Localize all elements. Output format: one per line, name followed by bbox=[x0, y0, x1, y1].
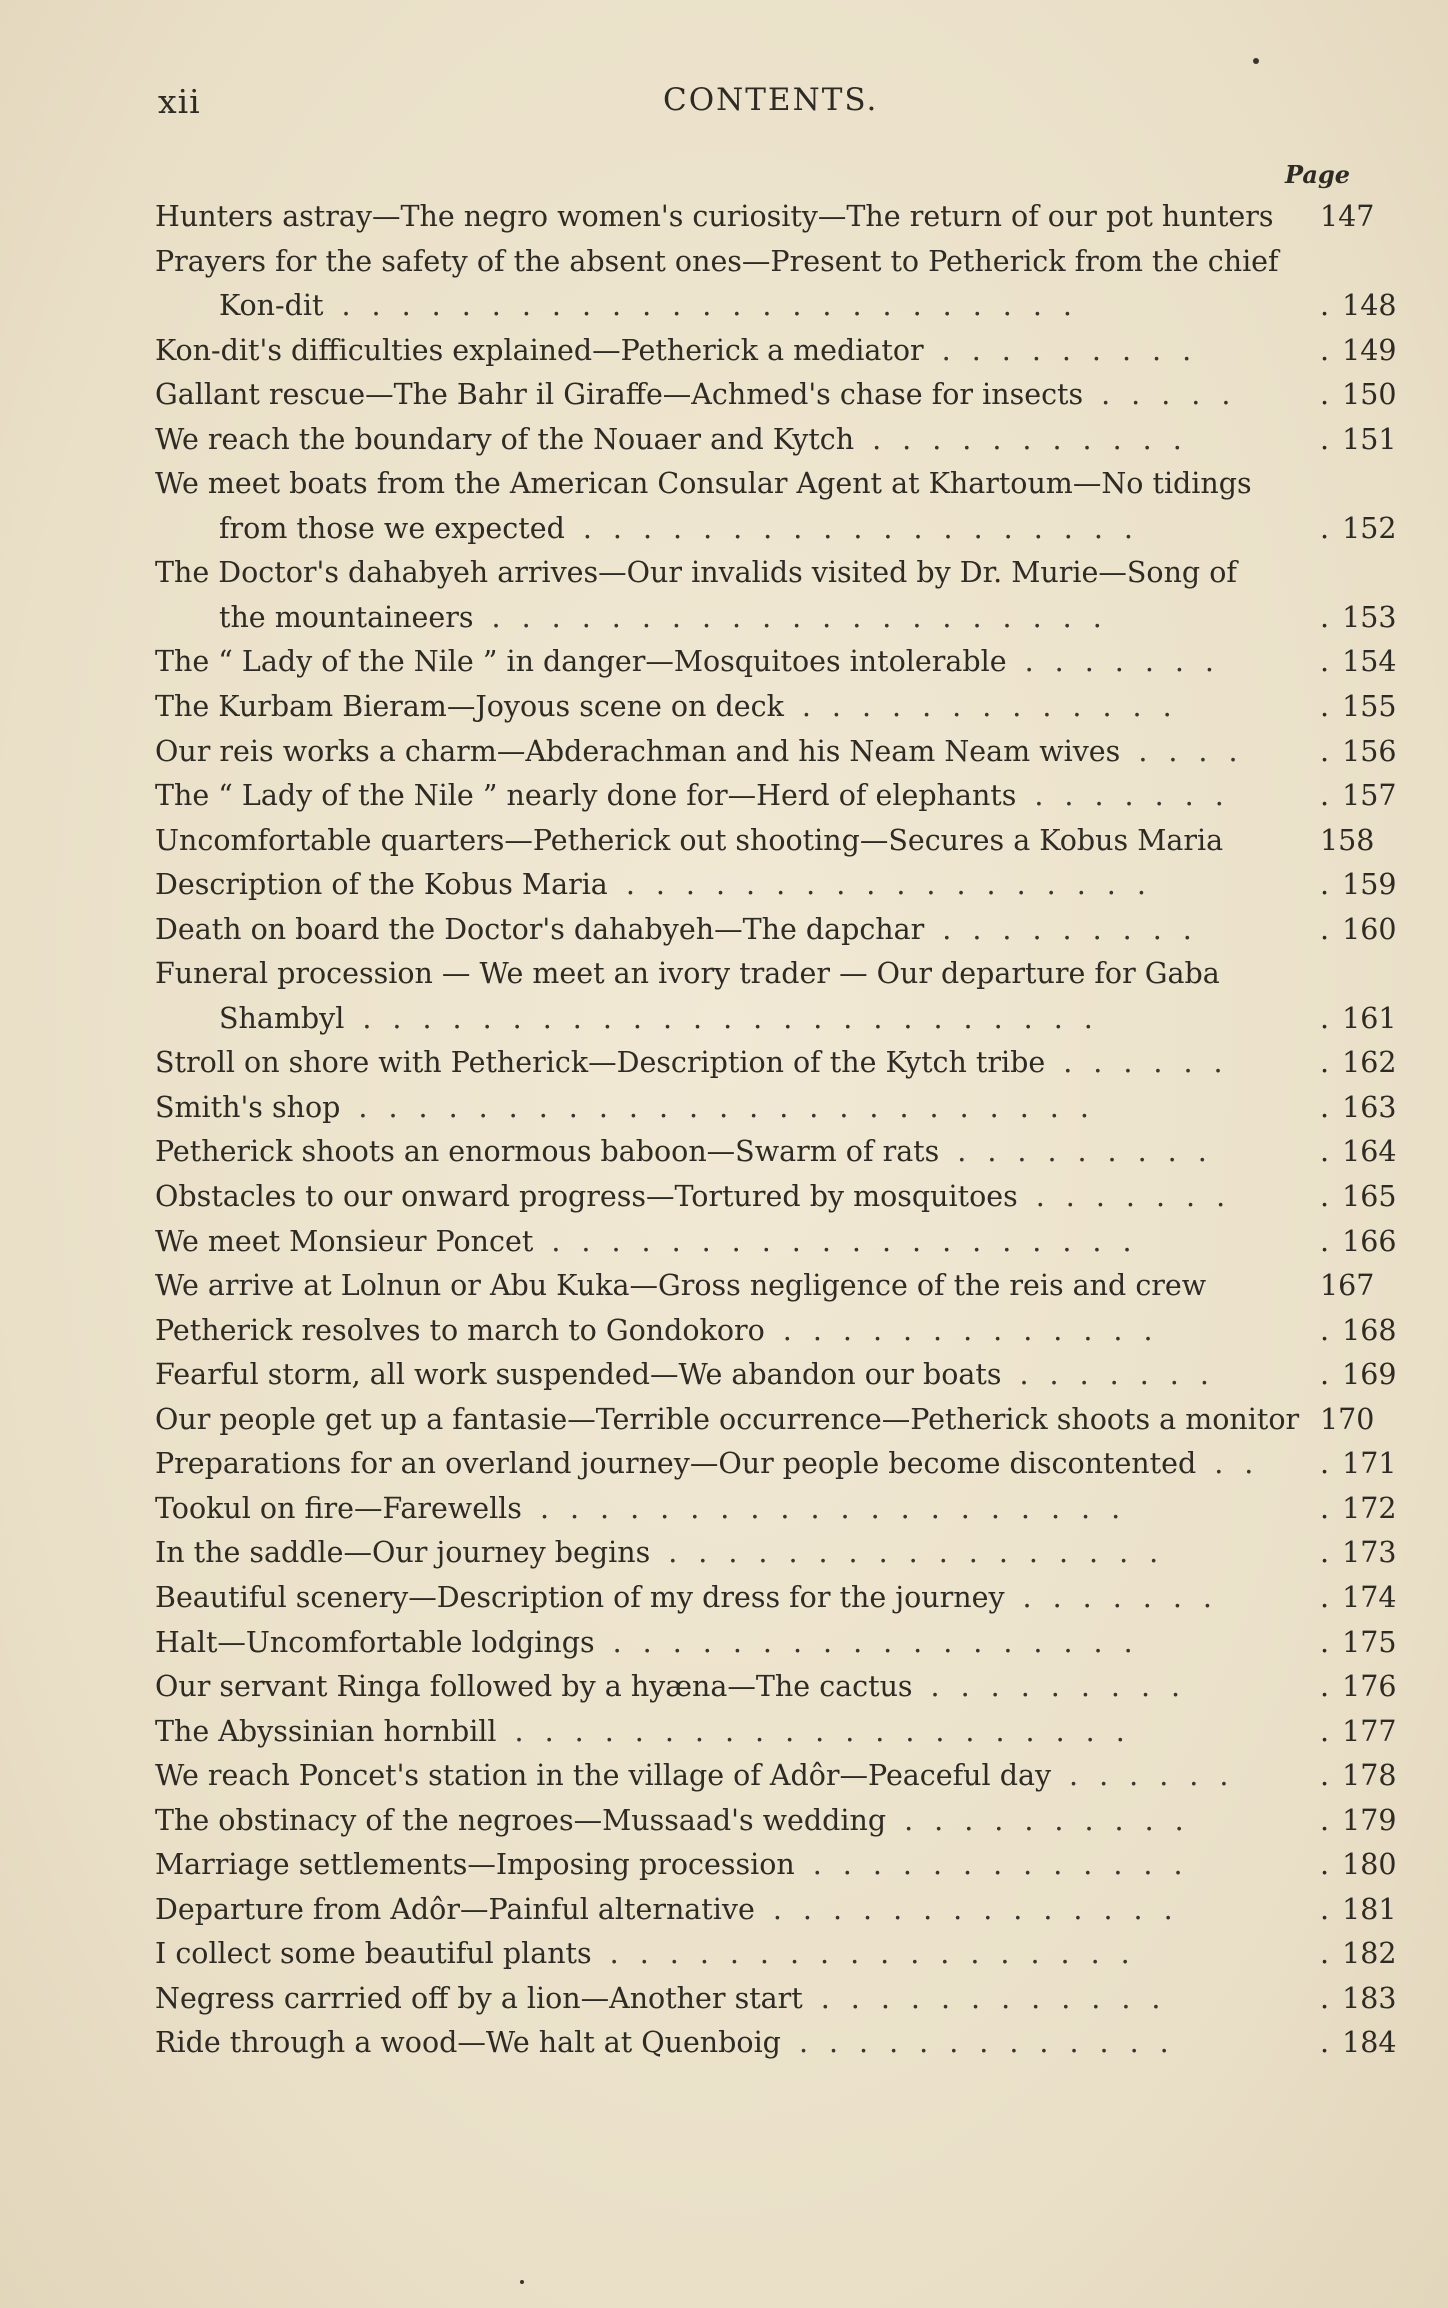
toc-entry-line bbox=[155, 1843, 1397, 1888]
toc-entry bbox=[155, 1531, 1397, 1576]
toc-entry-line bbox=[155, 1309, 1397, 1354]
leader-dots: ......................... bbox=[358, 1090, 1110, 1124]
page-folio: xii bbox=[158, 82, 201, 121]
toc-page-number: . 180 bbox=[1320, 1843, 1380, 1888]
toc-entry-line bbox=[155, 908, 1397, 953]
leader-dots: ......... bbox=[942, 912, 1213, 946]
toc-page-number: . 162 bbox=[1320, 1041, 1380, 1086]
toc-entry-text: Smith's shop bbox=[155, 1090, 341, 1124]
toc-entry bbox=[155, 1086, 1397, 1131]
toc-page-number: 158 bbox=[1320, 823, 1375, 857]
ink-fleck bbox=[520, 2280, 524, 2284]
toc-entry-line bbox=[155, 1086, 1397, 1131]
running-title: CONTENTS. bbox=[663, 82, 879, 118]
toc-entry-line bbox=[155, 1576, 1397, 1621]
toc-entry-text: from those we expected bbox=[219, 511, 565, 545]
toc-entry bbox=[155, 551, 1397, 640]
toc-entry bbox=[155, 373, 1397, 418]
toc-entry-text: Death on board the Doctor's dahabyeh—The dapchar bbox=[155, 912, 925, 946]
leader-dots: ........... bbox=[872, 422, 1203, 456]
toc-entry bbox=[155, 1041, 1397, 1086]
toc-entry bbox=[155, 1264, 1380, 1309]
toc-page-number: . 148 bbox=[1320, 284, 1380, 329]
leader-dots: ...... bbox=[1063, 1046, 1244, 1080]
toc-entry-line bbox=[155, 1531, 1397, 1576]
toc-entry bbox=[155, 329, 1397, 374]
toc-entry bbox=[155, 1799, 1397, 1844]
toc-entry-text: Shambyl bbox=[219, 1001, 345, 1035]
toc-entry-text: Prayers for the safety of the absent ones—Present to Petherick from the chief bbox=[155, 244, 1279, 278]
toc-entry-text: We meet Monsieur Poncet bbox=[155, 1224, 534, 1258]
leader-dots: ......... bbox=[930, 1670, 1202, 1704]
toc-entry-line bbox=[155, 1799, 1397, 1844]
toc-entry bbox=[155, 1130, 1397, 1175]
toc-entry-text: Preparations for an overland journey—Our people become discontented bbox=[155, 1447, 1197, 1481]
toc-entry-line bbox=[155, 1264, 1380, 1309]
toc-entry bbox=[155, 1175, 1397, 1220]
toc-entry-line bbox=[155, 240, 1380, 285]
leader-dots: .................... bbox=[539, 1491, 1142, 1525]
toc-entry bbox=[155, 195, 1380, 240]
toc-entry-line bbox=[155, 640, 1397, 685]
toc-page-number: . 151 bbox=[1320, 418, 1380, 463]
toc-entry-text: Tookul on fire—Farewells bbox=[155, 1491, 522, 1525]
leader-dots: ................. bbox=[668, 1536, 1180, 1570]
toc-entry-line bbox=[155, 1220, 1397, 1265]
toc-entry-text: The “ Lady of the Nile ” in danger—Mosquitoes intolerable bbox=[155, 645, 1007, 679]
toc-entry bbox=[155, 863, 1397, 908]
leader-dots: ............. bbox=[801, 690, 1193, 724]
toc-page-number: . 174 bbox=[1320, 1576, 1380, 1621]
toc-page-number: . 154 bbox=[1320, 640, 1380, 685]
toc-entry-text: In the saddle—Our journey begins bbox=[155, 1536, 651, 1570]
leader-dots: ....... bbox=[1034, 779, 1245, 813]
leader-dots: .......... bbox=[904, 1803, 1205, 1837]
toc-entry-text: The Kurbam Bieram—Joyous scene on deck bbox=[155, 690, 784, 724]
toc-entry-line bbox=[155, 1710, 1397, 1755]
toc-page-number: . 165 bbox=[1320, 1175, 1380, 1220]
leader-dots: .............. bbox=[772, 1892, 1194, 1926]
toc-page-number: . 159 bbox=[1320, 863, 1380, 908]
toc-entry-line bbox=[155, 284, 1397, 329]
toc-entry-text: Marriage settlements—Imposing procession bbox=[155, 1848, 795, 1882]
toc-page-number: . 172 bbox=[1320, 1487, 1380, 1532]
toc-entry-text: Halt—Uncomfortable lodgings bbox=[155, 1625, 595, 1659]
toc-entry-line bbox=[155, 952, 1380, 997]
toc-entry-line bbox=[155, 685, 1397, 730]
leader-dots: ......... bbox=[941, 333, 1213, 367]
toc-entry-line bbox=[155, 997, 1397, 1042]
toc-page-number: 167 bbox=[1320, 1269, 1375, 1303]
toc-page-number: . 175 bbox=[1320, 1621, 1380, 1666]
toc-entry bbox=[155, 1442, 1397, 1487]
toc-page-number: . 157 bbox=[1320, 774, 1380, 819]
toc-page-number: . 150 bbox=[1320, 373, 1380, 418]
toc-entry-text: We reach Poncet's station in the village of Adôr—Peaceful day bbox=[155, 1759, 1052, 1793]
toc-entry-line bbox=[155, 730, 1397, 775]
table-of-contents bbox=[155, 195, 1397, 2066]
toc-entry-text: Departure from Adôr—Painful alternative bbox=[155, 1892, 755, 1926]
toc-page-number: . 179 bbox=[1320, 1799, 1380, 1844]
toc-entry-line bbox=[155, 819, 1380, 864]
toc-entry-text: The “ Lady of the Nile ” nearly done for—Herd of elephants bbox=[155, 779, 1017, 813]
toc-entry-line bbox=[155, 863, 1397, 908]
toc-entry-text: I collect some beautiful plants bbox=[155, 1937, 592, 1971]
leader-dots: ....... bbox=[1024, 645, 1235, 679]
toc-entry-line bbox=[155, 551, 1380, 596]
toc-entry-line bbox=[155, 1932, 1397, 1977]
toc-entry-text: Hunters astray—The negro women's curiosity—The return of our pot hunters bbox=[155, 200, 1274, 233]
toc-entry-text: We reach the boundary of the Nouaer and Kytch bbox=[155, 422, 855, 456]
toc-entry-text: Obstacles to our onward progress—Tortured by mosquitoes bbox=[155, 1180, 1018, 1214]
toc-entry-text: Kon-dit bbox=[219, 289, 324, 323]
toc-page-number: . 153 bbox=[1320, 596, 1380, 641]
toc-entry-line bbox=[155, 1754, 1397, 1799]
toc-page-number: . 168 bbox=[1320, 1309, 1380, 1354]
toc-entry-line bbox=[155, 1353, 1397, 1398]
toc-page-number: 170 bbox=[1320, 1402, 1375, 1436]
toc-page-number: 147 bbox=[1320, 200, 1375, 233]
toc-page-number: . 156 bbox=[1320, 730, 1380, 775]
toc-entry bbox=[155, 1710, 1397, 1755]
toc-entry-text: Our people get up a fantasie—Terrible occurrence—Petherick shoots a monitor bbox=[155, 1402, 1300, 1436]
toc-entry bbox=[155, 1309, 1397, 1354]
toc-entry-text: Beautiful scenery—Description of my dress for the journey bbox=[155, 1580, 1005, 1614]
toc-entry-line bbox=[155, 2021, 1397, 2066]
toc-entry bbox=[155, 1576, 1397, 1621]
leader-dots: .................... bbox=[551, 1224, 1153, 1258]
toc-page-number: . 155 bbox=[1320, 685, 1380, 730]
toc-page-number: . 173 bbox=[1320, 1531, 1380, 1576]
toc-page-number: . 181 bbox=[1320, 1888, 1380, 1933]
toc-entry-line bbox=[155, 774, 1397, 819]
toc-entry-text: the mountaineers bbox=[219, 600, 474, 634]
toc-entry-line bbox=[155, 507, 1397, 552]
toc-entry bbox=[155, 240, 1397, 329]
leader-dots: ...... bbox=[1069, 1759, 1250, 1793]
toc-entry-text: Negress carrried off by a lion—Another start bbox=[155, 1981, 803, 2015]
toc-entry bbox=[155, 1487, 1397, 1532]
leader-dots: ..................... bbox=[514, 1714, 1146, 1748]
toc-entry-line bbox=[155, 1130, 1397, 1175]
toc-page-number: . 164 bbox=[1320, 1130, 1380, 1175]
toc-entry bbox=[155, 1977, 1397, 2022]
toc-entry bbox=[155, 1353, 1397, 1398]
leader-dots: ....... bbox=[1022, 1580, 1233, 1614]
toc-entry-text: Ride through a wood—We halt at Quenboig bbox=[155, 2026, 781, 2060]
toc-entry bbox=[155, 2021, 1397, 2066]
toc-page-number: . 177 bbox=[1320, 1710, 1380, 1755]
toc-entry bbox=[155, 1621, 1397, 1666]
toc-entry-line bbox=[155, 1041, 1397, 1086]
toc-entry bbox=[155, 685, 1397, 730]
leader-dots: ................... bbox=[582, 511, 1154, 545]
toc-entry-line bbox=[155, 418, 1397, 463]
leader-dots: .................. bbox=[612, 1625, 1154, 1659]
toc-page-number: . 149 bbox=[1320, 329, 1380, 374]
toc-entry-line bbox=[155, 1621, 1397, 1666]
toc-entry bbox=[155, 1398, 1380, 1443]
page-column-label: Page bbox=[1285, 160, 1351, 189]
toc-entry bbox=[155, 819, 1380, 864]
leader-dots: ............. bbox=[798, 2026, 1190, 2060]
toc-page-number: . 169 bbox=[1320, 1353, 1380, 1398]
toc-page-number: . 182 bbox=[1320, 1932, 1380, 1977]
toc-entry-text: Stroll on shore with Petherick—Description of the Kytch tribe bbox=[155, 1046, 1046, 1080]
toc-entry bbox=[155, 1843, 1397, 1888]
leader-dots: ............. bbox=[812, 1848, 1204, 1882]
toc-entry-line bbox=[155, 1665, 1397, 1710]
toc-entry-line bbox=[155, 1398, 1380, 1443]
leader-dots: ............ bbox=[820, 1981, 1182, 2015]
toc-entry bbox=[155, 1220, 1397, 1265]
leader-dots: ..... bbox=[1101, 378, 1252, 412]
toc-entry bbox=[155, 1932, 1397, 1977]
toc-page-number: . 178 bbox=[1320, 1754, 1380, 1799]
leader-dots: .. bbox=[1214, 1447, 1275, 1481]
toc-entry-text: We arrive at Lolnun or Abu Kuka—Gross negligence of the reis and crew bbox=[155, 1269, 1207, 1303]
toc-entry-text: The Doctor's dahabyeh arrives—Our invalids visited by Dr. Murie—Song of bbox=[155, 556, 1237, 590]
toc-entry bbox=[155, 908, 1397, 953]
toc-entry bbox=[155, 774, 1397, 819]
toc-page-number: . 163 bbox=[1320, 1086, 1380, 1131]
leader-dots: .................. bbox=[625, 868, 1167, 902]
leader-dots: .................. bbox=[609, 1937, 1151, 1971]
leader-dots: ............. bbox=[782, 1313, 1174, 1347]
toc-entry bbox=[155, 418, 1397, 463]
toc-entry-text: Our servant Ringa followed by a hyæna—The cactus bbox=[155, 1670, 913, 1704]
toc-entry bbox=[155, 1754, 1397, 1799]
leader-dots: ......... bbox=[957, 1135, 1228, 1169]
leader-dots: ....... bbox=[1035, 1180, 1247, 1214]
toc-entry bbox=[155, 1665, 1397, 1710]
toc-entry-text: Funeral procession — We meet an ivory trader — Our departure for Gaba bbox=[155, 957, 1220, 991]
toc-entry-text: Fearful storm, all work suspended—We abandon our boats bbox=[155, 1358, 1002, 1392]
toc-page-number: . 152 bbox=[1320, 507, 1380, 552]
ink-fleck bbox=[1253, 58, 1259, 64]
toc-page-number: . 160 bbox=[1320, 908, 1380, 953]
toc-entry-line bbox=[155, 195, 1380, 240]
toc-entry bbox=[155, 462, 1397, 551]
toc-page-number: . 171 bbox=[1320, 1442, 1380, 1487]
toc-entry-text: The obstinacy of the negroes—Mussaad's wedding bbox=[155, 1803, 887, 1837]
toc-entry-text: Our reis works a charm—Abderachman and his Neam Neam wives bbox=[155, 734, 1121, 768]
toc-entry-line bbox=[155, 373, 1397, 418]
toc-entry-line bbox=[155, 462, 1380, 507]
leader-dots: ..................... bbox=[491, 600, 1123, 634]
leader-dots: ......................... bbox=[341, 289, 1093, 323]
toc-page-number: . 176 bbox=[1320, 1665, 1380, 1710]
toc-page-number: . 184 bbox=[1320, 2021, 1380, 2066]
toc-entry-text: Uncomfortable quarters—Petherick out shooting—Secures a Kobus Maria bbox=[155, 823, 1224, 857]
toc-entry-text: Kon-dit's difficulties explained—Petherick a mediator bbox=[155, 333, 924, 367]
toc-entry-line bbox=[155, 1442, 1397, 1487]
toc-entry-text: Gallant rescue—The Bahr il Giraffe—Achmed's chase for insects bbox=[155, 378, 1084, 412]
toc-entry-line bbox=[155, 329, 1397, 374]
toc-entry bbox=[155, 1888, 1397, 1933]
page-header bbox=[158, 82, 1308, 132]
toc-entry-text: Petherick shoots an enormous baboon—Swarm of rats bbox=[155, 1135, 940, 1169]
toc-entry-text: We meet boats from the American Consular Agent at Khartoum—No tidings bbox=[155, 467, 1252, 501]
toc-entry bbox=[155, 640, 1397, 685]
toc-entry-line bbox=[155, 1175, 1397, 1220]
toc-entry-line bbox=[155, 1977, 1397, 2022]
toc-entry-text: Description of the Kobus Maria bbox=[155, 868, 608, 902]
toc-entry bbox=[155, 952, 1397, 1041]
toc-entry-line bbox=[155, 596, 1397, 641]
toc-entry-text: The Abyssinian hornbill bbox=[155, 1714, 497, 1748]
toc-entry-line bbox=[155, 1487, 1397, 1532]
toc-entry bbox=[155, 730, 1397, 775]
toc-entry-line bbox=[155, 1888, 1397, 1933]
toc-entry-text: Petherick resolves to march to Gondokoro bbox=[155, 1313, 765, 1347]
leader-dots: .... bbox=[1138, 734, 1259, 768]
toc-page-number: . 183 bbox=[1320, 1977, 1380, 2022]
toc-page-number: . 166 bbox=[1320, 1220, 1380, 1265]
toc-page-number: . 161 bbox=[1320, 997, 1380, 1042]
leader-dots: ......................... bbox=[362, 1001, 1114, 1035]
leader-dots: ....... bbox=[1019, 1358, 1230, 1392]
